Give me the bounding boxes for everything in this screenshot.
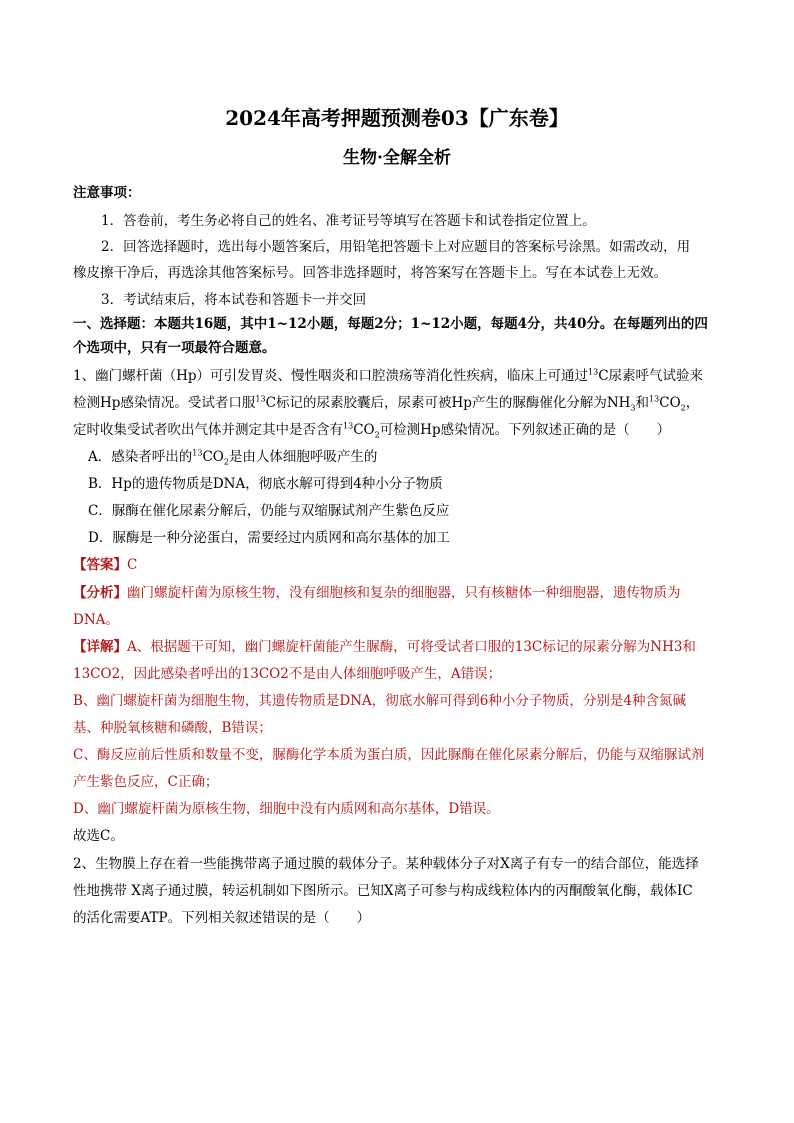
q1-option-d: D．脲酶是一种分泌蛋白，需要经过内质网和高尔基体的加工 xyxy=(88,530,450,546)
notice-item-2: 2．回答选择题时，选出每小题答案后，用铅笔把答题卡上对应题目的答案标号涂黑。如需改动，用 xyxy=(101,239,691,255)
notice-heading: 注意事项： xyxy=(73,185,141,201)
q1-stem-line-2: 检测Hp感染情况。受试者口服$^{13}$C标记的尿素胶囊后，尿素可被Hp产生的脲酶催化分解为$NH_3$和$^{13}CO_2$， xyxy=(73,394,700,413)
answer-value: C xyxy=(127,557,138,573)
answer-label: 【答案】 xyxy=(73,557,127,573)
page-title: 2024年高考押题预测卷03【广东卷】 xyxy=(225,106,569,130)
q1-detail-line-2: 13CO2，因此感染者呼出的13CO2不是由人体细胞呼吸产生，A错误； xyxy=(73,666,502,682)
notice-item-1: 1．答卷前，考生务必将自己的姓名、准考证号等填写在答题卡和试卷指定位置上。 xyxy=(101,213,596,229)
q1-option-b: B．Hp的遗传物质是DNA，彻底水解可得到4种小分子物质 xyxy=(88,476,443,492)
page-subtitle: 生物·全解全析 xyxy=(343,148,451,168)
section-heading-line-1: 一、选择题：本题共16题，其中1~12小题，每题2分；1~12小题，每题4分，共40分。在每题列出的四 xyxy=(73,316,708,332)
notice-item-3: 3．考试结束后，将本试卷和答题卡一并交回 xyxy=(101,292,367,308)
q1-analysis-line-1: 【分析】幽门螺旋杆菌为原核生物，没有细胞核和复杂的细胞器，只有核糖体一种细胞器，遗传物质为 xyxy=(73,585,681,601)
q1-option-a: A．感染者呼出的$^{13}CO_2$是由人体细胞呼吸产生的 xyxy=(88,448,378,467)
q1-answer xyxy=(73,556,137,574)
section-heading-line-2: 个选项中，只有一项最符合题意。 xyxy=(73,340,276,356)
analysis-label: 【分析】 xyxy=(73,585,127,601)
q2-stem-line-3: 的活化需要ATP。下列相关叙述错误的是（ ） xyxy=(73,910,371,926)
notice-item-2-cont: 橡皮擦干净后，再选涂其他答案标号。回答非选择题时，将答案写在答题卡上。写在本试卷上无效。 xyxy=(73,265,667,281)
q1-option-c: C．脲酶在催化尿素分解后，仍能与双缩脲试剂产生紫色反应 xyxy=(88,503,450,519)
q1-detail-line-6: 产生紫色反应，C正确； xyxy=(73,774,219,790)
q1-detail-line-4: 基、种脱氧核糖和磷酸，B错误； xyxy=(73,720,272,736)
q1-detail-line-5: C、酶反应前后性质和数量不变，脲酶化学本质为蛋白质，因此脲酶在催化尿素分解后，仍能与双缩脲试剂 xyxy=(73,747,705,763)
q2-stem-line-2: 性地携带 X离子通过膜，转运机制如下图所示。已知X离子可参与构成线粒体内的丙酮酸氧化酶，载体IC xyxy=(73,883,693,899)
detail-label: 【详解】 xyxy=(73,639,127,655)
q1-stem-line-3: 定时收集受试者吹出气体并测定其中是否含有$^{13}CO_2$可检测Hp感染情况。下列叙述正确的是（ ） xyxy=(73,421,671,440)
q1-detail-line-3: B、幽门螺旋杆菌为细胞生物，其遗传物质是DNA，彻底水解可得到6种小分子物质，分别是4种含氮碱 xyxy=(73,693,686,709)
q1-conclusion: 故选C。 xyxy=(73,828,124,844)
q1-analysis-line-2: DNA。 xyxy=(73,612,119,628)
q1-stem-line-1: 1、幽门螺杆菌（Hp）可引发胃炎、慢性咽炎和口腔溃疡等消化性疾病，临床上可通过$^{13}$C尿素呼气试验来 xyxy=(73,367,704,384)
q2-stem-line-1: 2、生物膜上存在着一些能携带离子通过膜的载体分子。某种载体分子对X离子有专一的结合部位，能选择 xyxy=(73,856,699,872)
q1-detail-line-1: 【详解】A、根据题干可知，幽门螺旋杆菌能产生脲酶，可将受试者口服的13C标记的尿素分解为NH3和 xyxy=(73,639,696,655)
q1-detail-line-7: D、幽门螺旋杆菌为原核生物，细胞中没有内质网和高尔基体，D错误。 xyxy=(73,801,500,817)
